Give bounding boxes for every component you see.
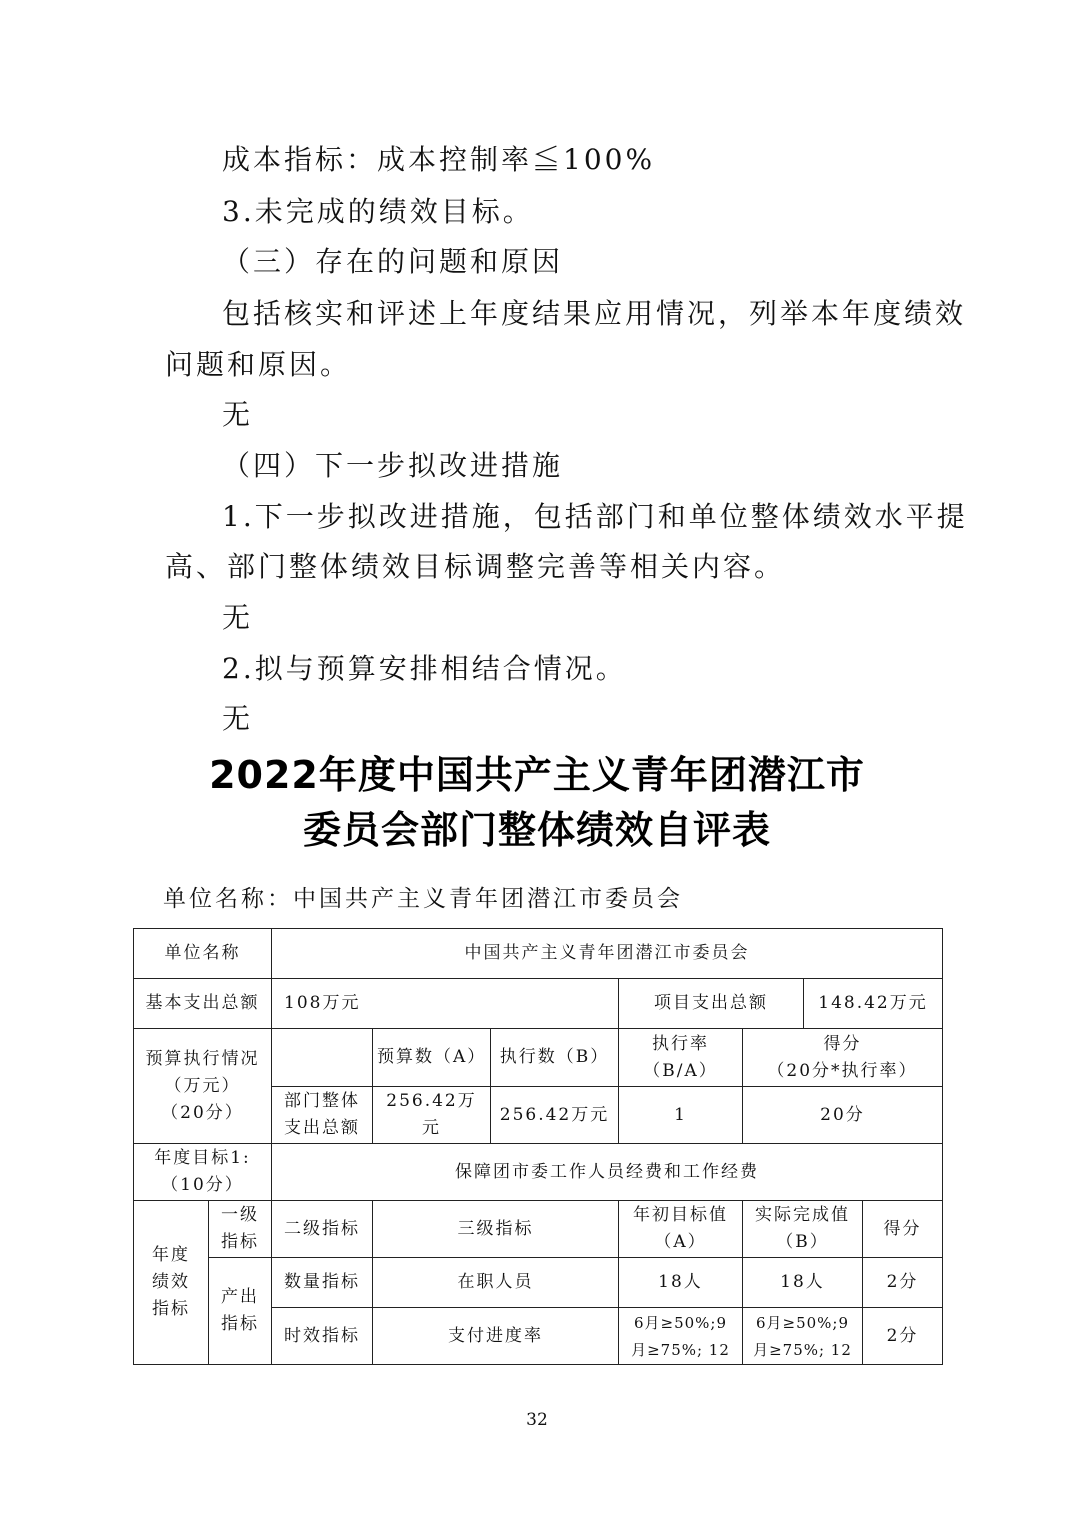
- dept-total-line2: 支出总额: [284, 1118, 360, 1138]
- cell-goal-value: 保障团市委工作人员经费和工作经费: [272, 1144, 943, 1201]
- paragraph-cost-indicator: 成本指标：成本控制率≦100%: [222, 143, 656, 176]
- actual-head-line2: （B）: [776, 1232, 829, 1252]
- perf-label-line1: 年度: [152, 1245, 190, 1265]
- cell-basic-label: 基本支出总额: [134, 979, 272, 1029]
- heading-problems: （三）存在的问题和原因: [222, 245, 564, 278]
- cell-target: [619, 1258, 743, 1308]
- cell-actual-head: [743, 1201, 863, 1258]
- self-evaluation-table: [133, 928, 943, 1365]
- actual-line1: 18人: [780, 1272, 825, 1292]
- paragraph-problems-line2: 问题和原因。: [165, 348, 352, 381]
- unit-name-line: 单位名称：中国共产主义青年团潜江市委员会: [163, 886, 683, 912]
- row-indicator-header: [134, 1201, 943, 1258]
- cell-level2: 数量指标: [272, 1258, 373, 1308]
- cell-score-value: 20分: [743, 1087, 943, 1144]
- cell-actual: [743, 1308, 863, 1365]
- cell-rate-value: 1: [619, 1087, 743, 1144]
- target-head-line1: 年初目标值: [633, 1205, 728, 1225]
- cell-budget-value: 256.42万元: [373, 1087, 491, 1144]
- row-expenditure: [134, 979, 943, 1029]
- budget-label-line1: 预算执行情况: [145, 1048, 260, 1069]
- cell-col-budget: 预算数（A）: [373, 1029, 491, 1087]
- target-line1: 6月≥50%;9: [633, 1314, 728, 1332]
- page-number: 32: [526, 1410, 548, 1430]
- cell-level2: 时效指标: [272, 1308, 373, 1365]
- cell-unit-name-label: 单位名称: [134, 929, 272, 979]
- cell-exec-value: 256.42万元: [491, 1087, 619, 1144]
- cell-score: 2分: [863, 1308, 943, 1365]
- cell-level3: 在职人员: [373, 1258, 619, 1308]
- cell-perf-label: [134, 1201, 209, 1365]
- paragraph-budget-combination: 2.拟与预算安排相结合情况。: [222, 652, 627, 685]
- target-line2: 月≥75%; 12: [631, 1341, 730, 1359]
- cell-col-exec: 执行数（B）: [491, 1029, 619, 1087]
- cell-project-label: 项目支出总额: [619, 979, 804, 1029]
- dept-total-line1: 部门整体: [284, 1091, 360, 1111]
- cell-basic-value: 108万元: [272, 979, 619, 1029]
- level1-line2: 指标: [221, 1232, 259, 1252]
- cell-score: 2分: [863, 1258, 943, 1308]
- col-score-line2: （20分*执行率）: [767, 1060, 918, 1081]
- paragraph-none-3: 无: [222, 702, 254, 735]
- table-title-line1: 2022年度中国共产主义青年团潜江市: [209, 753, 865, 797]
- col-rate-line1: 执行率: [652, 1033, 709, 1054]
- paragraph-none-1: 无: [222, 398, 254, 431]
- actual-line1: 6月≥50%;9: [755, 1314, 850, 1332]
- cell-goal-label: [134, 1144, 272, 1201]
- table-title-line2: 委员会部门整体绩效自评表: [302, 808, 771, 852]
- paragraph-improvement-line2: 高、部门整体绩效目标调整完善等相关内容。: [165, 550, 786, 583]
- cell-unit-name-value: 中国共产主义青年团潜江市委员会: [272, 929, 943, 979]
- row-budget-header: [134, 1029, 943, 1087]
- paragraph-none-2: 无: [222, 601, 254, 634]
- goal-label-line2: （10分）: [161, 1175, 244, 1195]
- cell-level2-head: 二级指标: [272, 1201, 373, 1258]
- col-score-line1: 得分: [823, 1033, 862, 1054]
- perf-label-line3: 指标: [152, 1299, 190, 1319]
- actual-line2: 月≥75%; 12: [753, 1341, 852, 1359]
- goal-label-line1: 年度目标1:: [154, 1148, 251, 1168]
- actual-head-line1: 实际完成值: [755, 1205, 850, 1225]
- cell-level3-head: 三级指标: [373, 1201, 619, 1258]
- heading-next-steps: （四）下一步拟改进措施: [222, 449, 564, 482]
- paragraph-improvement-line1: 1.下一步拟改进措施，包括部门和单位整体绩效水平提: [222, 500, 968, 533]
- cell-dept-total: [272, 1087, 373, 1144]
- level1-line1: 一级: [221, 1205, 259, 1225]
- target-head-line2: （A）: [654, 1232, 707, 1252]
- target-line1: 18人: [658, 1272, 703, 1292]
- cell-project-value: 148.42万元: [804, 979, 943, 1029]
- cell-budget-blank: [272, 1029, 373, 1087]
- paragraph-problems-line1: 包括核实和评述上年度结果应用情况，列举本年度绩效: [222, 297, 967, 330]
- cell-target-head: [619, 1201, 743, 1258]
- cell-actual: [743, 1258, 863, 1308]
- row-annual-goal: [134, 1144, 943, 1201]
- cell-level1-head: [209, 1201, 272, 1258]
- cell-col-score: [743, 1029, 943, 1087]
- table-row: [134, 1258, 943, 1308]
- paragraph-unfinished-goals: 3.未完成的绩效目标。: [222, 195, 534, 228]
- cell-level3: 支付进度率: [373, 1308, 619, 1365]
- perf-label-line2: 绩效: [152, 1272, 190, 1292]
- cell-output-label: [209, 1258, 272, 1365]
- col-rate-line2: （B/A）: [643, 1060, 718, 1081]
- output-line1: 产出: [221, 1287, 259, 1307]
- cell-col-rate: [619, 1029, 743, 1087]
- budget-label-line2: （万元）: [164, 1075, 241, 1096]
- cell-score-head: 得分: [863, 1201, 943, 1258]
- cell-budget-label: [134, 1029, 272, 1144]
- row-unit-name: [134, 929, 943, 979]
- output-line2: 指标: [221, 1314, 259, 1334]
- budget-label-line3: （20分）: [161, 1102, 244, 1123]
- cell-target: [619, 1308, 743, 1365]
